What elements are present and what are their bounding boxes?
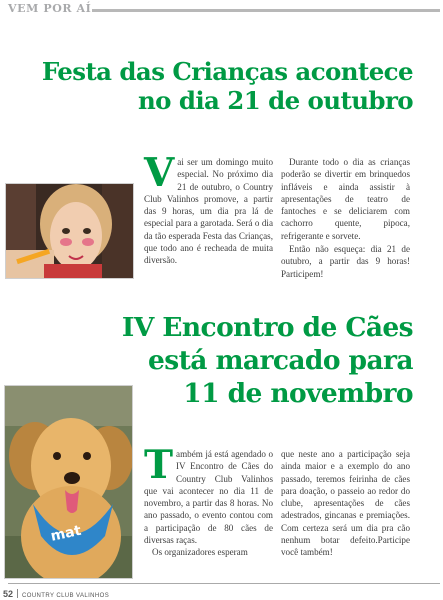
section-label: VEM POR AÍ <box>8 2 92 15</box>
dropcap: T <box>144 442 174 488</box>
article1-column2 <box>281 156 410 281</box>
page-number: 52 <box>3 589 14 599</box>
bottom-rule-divider <box>8 583 440 584</box>
body-text: ai ser um domingo muito especial. No próximo dia 21 de outubro, o Country Club Valinhos promove, a partir das 9 horas, um dia pra lá de especial para a garotada. Será o dia da tão esperada Festa das Crianças, que todo ano é recheada de muita diversão. <box>144 157 273 266</box>
headline-line: Festa das Crianças acontece <box>41 57 413 86</box>
article2-column2 <box>281 448 410 560</box>
headline-line: IV Encontro de Cães <box>121 312 413 343</box>
magazine-name: COUNTRY CLUB VALINHOS <box>22 593 110 599</box>
body-text: ambém já está agendado o IV Encontro de Cães do Country Club Valinhos que vai acontecer no dia 11 de novembro, a partir das 8 horas. No ano passado, o evento contou com a participação de 80 cães de diversas raças. <box>144 449 273 546</box>
headline-line: está marcado para <box>148 345 413 377</box>
headline-line: 11 de novembro <box>183 378 413 410</box>
top-rule-divider <box>92 9 440 12</box>
child-face-paint-photo <box>5 183 134 279</box>
article2-headline <box>122 311 413 410</box>
body-text: Os organizadores esperam <box>152 547 248 558</box>
folio-separator <box>17 589 18 598</box>
bandana-text: mat <box>49 522 83 545</box>
headline-line: no dia 21 de outubro <box>137 85 413 115</box>
page-folio <box>3 589 109 599</box>
dropcap: V <box>144 150 175 196</box>
golden-retriever-photo <box>4 385 133 579</box>
article2-column1 <box>144 442 273 560</box>
article1-column1 <box>144 150 273 267</box>
body-text: que neste ano a participação seja ainda maior e a exemplo do ano passado, teremos feirinha de cães para doação, o passeio ao redor do clube, apresentações de cães adestrados, gincanas e premiações. Com certeza será um dia pra cão nenhum botar defeito.Participe você também! <box>281 449 410 558</box>
body-text: Durante todo o dia as crianças poderão se divertir em brinquedos infláveis e ainda assistir à apresentações de teatro de fantoches e se deliciarem com cachorro quente, pipoca, refrigerante e sorvete. <box>281 157 410 241</box>
body-text: Então não esqueça: dia 21 de outubro, a partir das 9 horas! Participem! <box>281 244 410 279</box>
article1-headline <box>42 58 413 115</box>
